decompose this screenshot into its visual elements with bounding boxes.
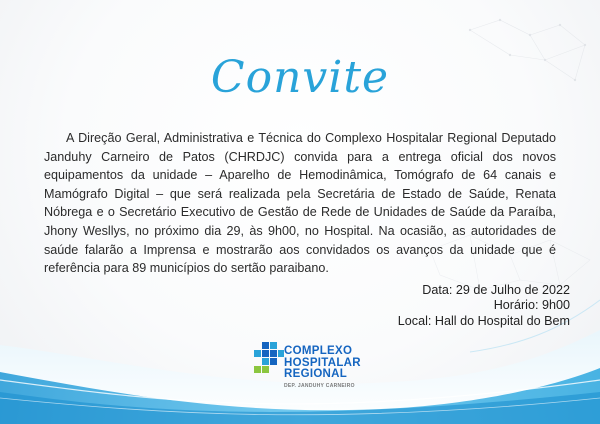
event-location: Local: Hall do Hospital do Bem [397,313,570,328]
logo-line-3: REGIONAL [284,368,348,380]
medical-cross-icon [253,340,285,376]
logo-wordmark [284,346,361,389]
invitation-title: Convite [210,52,390,103]
logo-subtitle: DEP. JANDUHY CARNEIRO [284,382,355,389]
invitation-body [44,129,556,278]
logo-line-1: COMPLEXO [284,345,353,357]
hospital-logo [253,340,383,404]
event-details [398,283,570,329]
invitation-paragraph: A Direção Geral, Administrativa e Técnica do Complexo Hospitalar Regional Deputado Janduhy Carneiro de Patos (CHRDJC) convida para a entrega oficial dos novos equipamentos da unidade – Aparelho de Hemodinâmica, Tomógrafo de 64 canais e Mamógrafo Digital – que será realizada pela Secretária de Estado de Saúde, Renata Nóbrega e o Secretário Executivo de Gestão de Rede de Unidades de Saúde da Paraíba, Jhony Wesllys, no próximo dia 29, às 9h00, no Hospital. Na ocasião, as autoridades de saúde falarão a Imprensa e mostrarão aos convidados os avanços da unidade que é referência para 89 municípios do sertão paraibano. [44,131,556,276]
event-time: Horário: 9h00 [493,298,570,313]
event-date: Data: 29 de Julho de 2022 [422,283,570,297]
logo-line-2: HOSPITALAR [284,356,361,369]
